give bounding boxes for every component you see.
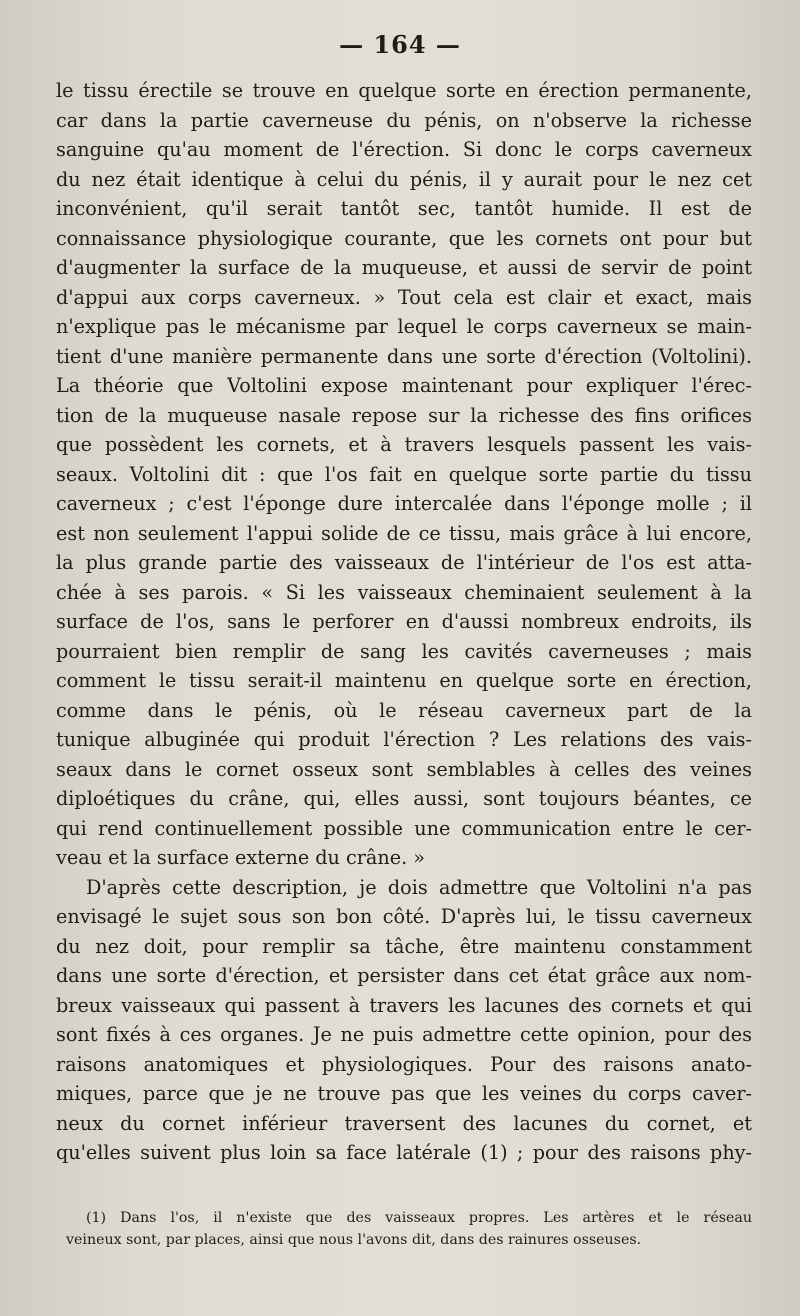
- text-line: d'appui aux corps caverneux. » Tout cela est clair et exact, mais: [56, 285, 752, 309]
- footnote-line: veineux sont, par places, ainsi que nous l'avons dit, dans des rainures osseuses.: [66, 1232, 642, 1248]
- text-line: dans une sorte d'érection, et persister dans cet état grâce aux nom-: [56, 964, 752, 987]
- text-line: comme dans le pénis, où le réseau caverneux part de la: [56, 698, 752, 722]
- text-line: qui rend continuellement possible une communication entre le cer-: [56, 816, 752, 840]
- text-line: tient d'une manière permanente dans une sorte d'érection (Voltolini).: [56, 344, 752, 368]
- text-line: breux vaisseaux qui passent à travers les lacunes des cornets et qui: [56, 993, 752, 1017]
- text-line: tunique albuginée qui produit l'érection ? Les relations des vais-: [56, 728, 752, 751]
- text-line: comment le tissu serait-il maintenu en quelque sorte en érection,: [56, 669, 752, 692]
- text-line: inconvénient, qu'il serait tantôt sec, tantôt humide. Il est de: [56, 197, 752, 220]
- text-line: n'explique pas le mécanisme par lequel le corps caverneux se main-: [56, 315, 752, 338]
- text-line: raisons anatomiques et physiologiques. Pour des raisons anato-: [56, 1052, 752, 1076]
- footnote: [66, 1207, 752, 1251]
- text-line: car dans la partie caverneuse du pénis, on n'observe la richesse: [56, 108, 752, 132]
- text-line: d'augmenter la surface de la muqueuse, et aussi de servir de point: [56, 256, 752, 279]
- text-line: envisagé le sujet sous son bon côté. D'après lui, le tissu caverneux: [56, 905, 752, 928]
- text-line: la plus grande partie des vaisseaux de l'intérieur de l'os est atta-: [56, 551, 752, 574]
- text-line: pourraient bien remplir de sang les cavités caverneuses ; mais: [56, 639, 752, 663]
- text-line: D'après cette description, je dois admettre que Voltolini n'a pas: [86, 875, 752, 899]
- body-text: [56, 76, 752, 1168]
- text-line: miques, parce que je ne trouve pas que les veines du corps caver-: [56, 1082, 752, 1105]
- text-line: seaux. Voltolini dit : que l'os fait en quelque sorte partie du tissu: [56, 462, 752, 486]
- text-line: neux du cornet inférieur traversent des lacunes du cornet, et: [56, 1111, 752, 1135]
- text-line: connaissance physiologique courante, que les cornets ont pour but: [56, 226, 752, 250]
- text-line: diploétiques du crâne, qui, elles aussi, sont toujours béantes, ce: [56, 787, 752, 810]
- text-line: seaux dans le cornet osseux sont semblables à celles des veines: [56, 757, 752, 781]
- text-line: le tissu érectile se trouve en quelque sorte en érection permanente,: [56, 79, 752, 102]
- text-line: du nez doit, pour remplir sa tâche, être maintenu constamment: [56, 934, 752, 958]
- text-line: qu'elles suivent plus loin sa face latérale (1) ; pour des raisons phy-: [56, 1141, 752, 1164]
- text-line: est non seulement l'appui solide de ce tissu, mais grâce à lui encore,: [56, 521, 752, 545]
- text-line: tion de la muqueuse nasale repose sur la richesse des fins orifices: [56, 403, 752, 427]
- page-number: — 164 —: [339, 30, 461, 59]
- footnote-line: (1) Dans l'os, il n'existe que des vaisseaux propres. Les artères et le réseau: [86, 1210, 752, 1226]
- text-line: chée à ses parois. « Si les vaisseaux cheminaient seulement à la: [56, 580, 752, 604]
- text-line: veau et la surface externe du crâne. »: [56, 846, 426, 869]
- text-line: La théorie que Voltolini expose maintenant pour expliquer l'érec-: [56, 374, 752, 397]
- text-line: caverneux ; c'est l'éponge dure intercalée dans l'éponge molle ; il: [56, 492, 752, 515]
- text-line: sont fixés à ces organes. Je ne puis admettre cette opinion, pour des: [56, 1023, 752, 1046]
- text-line: sanguine qu'au moment de l'érection. Si donc le corps caverneux: [56, 138, 752, 161]
- text-line: du nez était identique à celui du pénis, il y aurait pour le nez cet: [56, 167, 752, 191]
- text-line: que possèdent les cornets, et à travers lesquels passent les vais-: [56, 433, 752, 456]
- text-line: surface de l'os, sans le perforer en d'aussi nombreux endroits, ils: [56, 610, 752, 633]
